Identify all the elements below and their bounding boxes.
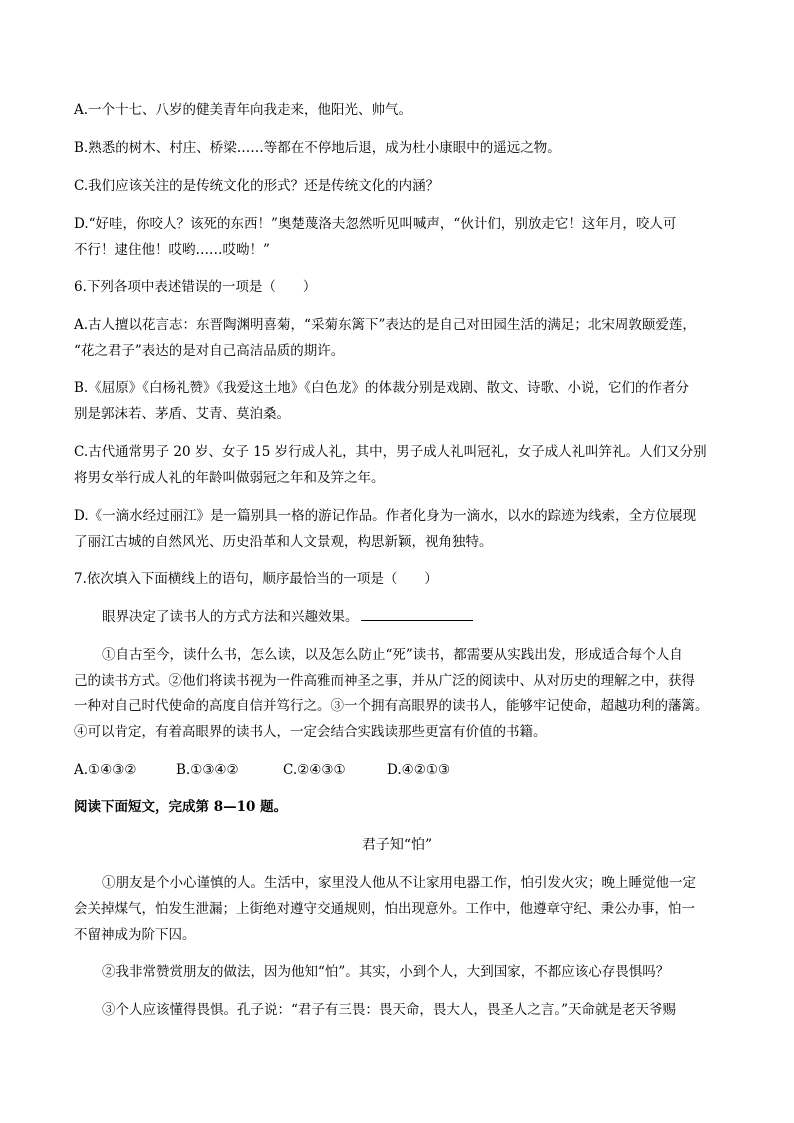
essay-p1-line3: 不留神成为阶下囚。	[74, 927, 196, 943]
q6-option-c-line2: 将男女举行成人礼的年龄叫做弱冠之年和及笄之年。	[74, 470, 385, 486]
q7-option-c: C.②④③①	[283, 762, 346, 778]
q6-option-a-line1: A.古人擅以花言志：东晋陶渊明喜菊，“采菊东篱下”表达的是自己对田园生活的满足；北宋周敦颐爱莲，	[74, 317, 696, 333]
q7-options	[74, 760, 450, 780]
reading-instruction: 阅读下面短文，完成第 8—10 题。	[74, 799, 288, 815]
q7-passage-line3: 一种对自己时代使命的高度自信并笃行之。③一个拥有高眼界的读书人，能够牢记使命，超越功利的藩篱。	[74, 698, 709, 714]
q5-option-d-line2: 不行！逮住他！哎哟……哎呦！”	[74, 242, 270, 258]
q7-option-d: D.④②①③	[387, 762, 451, 778]
q7-option-a: A.①④③②	[74, 762, 137, 778]
q7-passage-line1: ①自古至今，读什么书，怎么读，以及怎么防止“死”读书，都需要从实践出发，形成适合每个人自	[102, 647, 683, 663]
q7-stem: 7.依次填入下面横线上的语句，顺序最恰当的一项是（ ）	[74, 571, 438, 587]
q6-option-b-line1: B.《屈原》《白杨礼赞》《我爱这土地》《白色龙》的体裁分别是戏剧、散文、诗歌、小说，它们的作者分	[74, 380, 689, 396]
essay-title: 君子知“怕”	[361, 837, 433, 853]
q5-option-a: A.一个十七、八岁的健美青年向我走来，他阳光、帅气。	[74, 102, 413, 118]
q7-lead-text: 眼界决定了读书人的方式方法和兴趣效果。	[102, 609, 359, 625]
q5-option-b: B.熟悉的树木、村庄、桥梁……等都在不停地后退，成为杜小康眼中的遥远之物。	[74, 140, 561, 156]
q7-passage-line4: ④可以肯定，有着高眼界的读书人，一定会结合实践读那些更富有价值的书籍。	[74, 724, 547, 740]
essay-p1-line1: ①朋友是个小心谨慎的人。生活中，家里没人他从不让家用电器工作，怕引发火灾；晚上睡觉他一定	[102, 875, 696, 891]
q6-option-d-line2: 了丽江古城的自然风光、历史沿革和人文景观，构思新颖，视角独特。	[74, 534, 493, 550]
q5-option-c: C.我们应该关注的是传统文化的形式？还是传统文化的内涵？	[74, 178, 440, 194]
q6-option-b-line2: 别是郭沫若、茅盾、艾青、莫泊桑。	[74, 406, 290, 422]
q7-option-b: B.①③④②	[176, 762, 239, 778]
q5-option-d-line1: D.“好哇，你咬人？该死的东西！”奥楚蔑洛夫忽然听见叫喊声，“伙计们，别放走它！这年月，咬人可	[74, 216, 677, 232]
q6-option-a-line2: “花之君子”表达的是对自己高洁品质的期许。	[74, 343, 345, 359]
q7-passage-line2: 己的读书方式。②他们将读书视为一件高雅而神圣之事，并从广泛的阅读中、从对历史的理解之中，获得	[74, 673, 695, 689]
essay-p2: ②我非常赞赏朋友的做法，因为他知“怕”。其实，小到个人，大到国家，不都应该心存畏惧吗？	[102, 964, 670, 980]
q6-option-d-line1: D.《一滴水经过丽江》是一篇别具一格的游记作品。作者化身为一滴水，以水的踪迹为线索，全方位展现	[74, 508, 697, 524]
essay-p1-line2: 会关掉煤气，怕发生泄漏；上街绝对遵守交通规则，怕出现意外。工作中，他遵章守纪、秉公办事，怕一	[74, 901, 695, 917]
q6-option-c-line1: C.古代通常男子 20 岁、女子 15 岁行成人礼，其中，男子成人礼叫冠礼，女子成人礼叫笄礼。人们又分别	[74, 444, 707, 460]
q7-lead-sentence	[102, 607, 473, 627]
answer-blank	[361, 608, 473, 621]
q6-stem: 6.下列各项中表述错误的一项是（ ）	[74, 279, 317, 295]
essay-p3: ③个人应该懂得畏惧。孔子说：“君子有三畏：畏天命，畏大人，畏圣人之言。”天命就是老天爷赐	[102, 1002, 677, 1018]
